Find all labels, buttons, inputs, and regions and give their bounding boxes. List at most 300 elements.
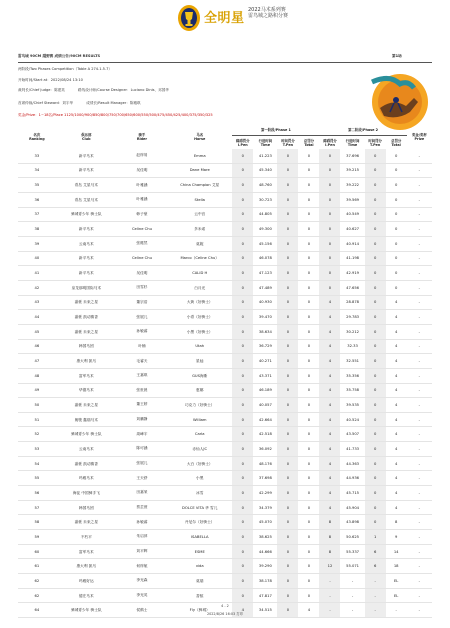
cell-p1-pen: 0 bbox=[232, 500, 253, 515]
cell-horse: 冰雪 bbox=[167, 486, 232, 501]
col-p1-time: 行进时间 Time bbox=[258, 138, 273, 147]
cell-club: 华德马术 bbox=[56, 383, 117, 398]
cell-horse: Dane Mare bbox=[167, 163, 232, 178]
cell-p2-tpen: 0 bbox=[365, 236, 386, 251]
cell-p1-pen: 0 bbox=[232, 339, 253, 354]
cell-horse: Fly（骑城） bbox=[167, 603, 232, 618]
table-row bbox=[18, 339, 432, 354]
cell-p2-total: 4 bbox=[386, 354, 407, 369]
cell-club: 韩国马团 bbox=[56, 339, 117, 354]
table-header-row bbox=[18, 124, 432, 136]
cell-rider: 蔡芷萱 bbox=[117, 500, 167, 515]
cell-p2-time: 41.198 bbox=[340, 251, 364, 266]
cell-p2-tpen: 0 bbox=[365, 280, 386, 295]
cell-rank: 42 bbox=[18, 280, 56, 295]
cell-horse: DOLCE VITA 华 雪儿 bbox=[167, 500, 232, 515]
cell-p1-tpen: 0 bbox=[277, 236, 298, 251]
cell-p2-time: 40.914 bbox=[340, 236, 364, 251]
cell-club: 青岛 艾星马术 bbox=[56, 178, 117, 193]
cell-horse: 小黑（好骑士） bbox=[167, 324, 232, 339]
cell-p1-total: 0 bbox=[298, 280, 319, 295]
cell-club: 骑城青少年 骑士队 bbox=[56, 427, 117, 442]
cell-rider: 叶雅涵 bbox=[117, 192, 167, 207]
cell-rank: 60 bbox=[18, 544, 56, 559]
cell-club: 嘉豪 未来之星 bbox=[56, 515, 117, 530]
cell-p2-time: - bbox=[340, 603, 364, 618]
cell-p1-pen: 0 bbox=[232, 427, 253, 442]
cell-rider: 朱启萍 bbox=[117, 530, 167, 545]
col-p1-total: 总罚分 Total bbox=[303, 138, 315, 147]
cell-p1-total: 0 bbox=[298, 192, 319, 207]
cell-rank: 47 bbox=[18, 354, 56, 369]
table-row bbox=[18, 207, 432, 222]
cell-rider: 张展儿 bbox=[117, 310, 167, 325]
cell-horse: 莫妮 bbox=[167, 236, 232, 251]
cell-p2-pen: 8 bbox=[319, 530, 340, 545]
cell-club: 玛雅马术 bbox=[56, 471, 117, 486]
cell-p2-time: 40.627 bbox=[340, 222, 364, 237]
cell-rider: 李光英 bbox=[117, 588, 167, 603]
cell-rider: 王嘉琪 bbox=[117, 368, 167, 383]
cell-club: 康大利 凯马 bbox=[56, 354, 117, 369]
cell-p2-pen: 4 bbox=[319, 412, 340, 427]
cell-club: 新平马术 bbox=[56, 222, 117, 237]
cell-p2-tpen: 0 bbox=[365, 442, 386, 457]
cell-p2-total: 4 bbox=[386, 368, 407, 383]
cell-club: 嘉豪 凯动赛香 bbox=[56, 456, 117, 471]
cell-p2-time: 44.936 bbox=[340, 471, 364, 486]
cell-p1-total: 0 bbox=[298, 295, 319, 310]
cell-p2-total: 4 bbox=[386, 486, 407, 501]
cell-p1-total: 0 bbox=[298, 324, 319, 339]
cell-horse: Marco（Celine Chu） bbox=[167, 251, 232, 266]
col-p2-tpen: 时间罚分 T.Pen bbox=[368, 138, 382, 147]
cell-rider: 侯鹤士 bbox=[117, 603, 167, 618]
cell-p1-time: 39.470 bbox=[253, 310, 277, 325]
cell-p2-time: 32.33 bbox=[340, 339, 364, 354]
cell-p2-tpen: 0 bbox=[365, 222, 386, 237]
cell-club: 海淀 中国骑手飞 bbox=[56, 486, 117, 501]
cell-p2-total: 0 bbox=[386, 163, 407, 178]
table-row bbox=[18, 149, 432, 163]
cell-p2-total: 0 bbox=[386, 266, 407, 281]
cell-rider: 赵梓易 bbox=[117, 149, 167, 163]
cell-p1-tpen: 0 bbox=[277, 544, 298, 559]
round-badge: 第1场 bbox=[392, 54, 402, 58]
cell-club: 骑城青少年 骑士队 bbox=[56, 207, 117, 222]
cell-p2-time: - bbox=[340, 574, 364, 589]
cell-p1-total: 0 bbox=[298, 178, 319, 193]
cell-prize: - bbox=[407, 236, 432, 251]
cell-rank: 53 bbox=[18, 442, 56, 457]
cell-p1-time: 45.070 bbox=[253, 515, 277, 530]
cell-p2-pen: 4 bbox=[319, 471, 340, 486]
cell-p2-total: - bbox=[386, 603, 407, 618]
cell-p1-time: 42.299 bbox=[253, 486, 277, 501]
cell-horse: 云中宫 bbox=[167, 207, 232, 222]
cell-p1-time: 41.223 bbox=[253, 149, 277, 163]
cell-p1-time: 30.723 bbox=[253, 192, 277, 207]
cell-p1-tpen: 0 bbox=[277, 603, 298, 618]
cell-p2-total: 4 bbox=[386, 471, 407, 486]
cell-horse: 巧克力（好骑士） bbox=[167, 398, 232, 413]
cell-horse: GUS海斯 bbox=[167, 368, 232, 383]
cell-p2-total: 4 bbox=[386, 442, 407, 457]
cell-p1-time: 39.290 bbox=[253, 559, 277, 574]
cell-p2-time: 29.783 bbox=[340, 310, 364, 325]
cell-p1-total: 0 bbox=[298, 368, 319, 383]
cell-p1-time: 34.379 bbox=[253, 500, 277, 515]
cell-prize: - bbox=[407, 251, 432, 266]
cell-horse: Carla bbox=[167, 427, 232, 442]
cell-club: 云南马术 bbox=[56, 236, 117, 251]
event-logo bbox=[176, 3, 289, 35]
cell-horse: 星灿 bbox=[167, 354, 232, 369]
cell-p1-total: 0 bbox=[298, 339, 319, 354]
cell-club: 富军马术 bbox=[56, 544, 117, 559]
cell-club: 嘉豪 未来之星 bbox=[56, 398, 117, 413]
cell-horse: 大白（好骑士） bbox=[167, 456, 232, 471]
cell-p2-pen: 4 bbox=[319, 383, 340, 398]
cell-p1-pen: 0 bbox=[232, 163, 253, 178]
cell-rank: 35 bbox=[18, 178, 56, 193]
table-row bbox=[18, 588, 432, 603]
cell-p2-total: 4 bbox=[386, 456, 407, 471]
cell-p2-total: 8 bbox=[386, 515, 407, 530]
cell-p2-tpen: 0 bbox=[365, 515, 386, 530]
cell-rank: 57 bbox=[18, 500, 56, 515]
cell-p2-tpen: 0 bbox=[365, 354, 386, 369]
cell-p1-tpen: 0 bbox=[277, 163, 298, 178]
cell-p2-total: 4 bbox=[386, 295, 407, 310]
cell-p2-total: 4 bbox=[386, 339, 407, 354]
cell-p2-time: 43.898 bbox=[340, 515, 364, 530]
cell-prize: - bbox=[407, 192, 432, 207]
cell-p1-total: 0 bbox=[298, 207, 319, 222]
cell-p1-tpen: 0 bbox=[277, 559, 298, 574]
cell-prize: - bbox=[407, 515, 432, 530]
cell-p1-pen: 0 bbox=[232, 222, 253, 237]
cell-p1-tpen: 0 bbox=[277, 515, 298, 530]
cell-p2-tpen: 0 bbox=[365, 471, 386, 486]
cell-rank: 55 bbox=[18, 471, 56, 486]
result-manager: 成绩长/Result Manager：陈雅琪 bbox=[86, 101, 141, 105]
cell-horse: ESME bbox=[167, 544, 232, 559]
cell-p2-time: 44.363 bbox=[340, 456, 364, 471]
cell-p2-time: 50.625 bbox=[340, 530, 364, 545]
cell-p1-pen: 4 bbox=[232, 603, 253, 618]
cell-club: 青岛 艾星马术 bbox=[56, 192, 117, 207]
cell-rank: 37 bbox=[18, 207, 56, 222]
cell-p2-total: 9 bbox=[386, 530, 407, 545]
print-date: 2022/8/26 16:03 打印 bbox=[206, 612, 244, 616]
cell-p2-tpen: 0 bbox=[365, 192, 386, 207]
cell-rank: 43 bbox=[18, 295, 56, 310]
cell-p2-total: 0 bbox=[386, 236, 407, 251]
col-phase1: 第一阶段/Phase 1 bbox=[232, 124, 319, 136]
cell-p1-total: 0 bbox=[298, 354, 319, 369]
cell-p2-time: 39.569 bbox=[340, 192, 364, 207]
cell-p2-tpen: 0 bbox=[365, 310, 386, 325]
cell-p2-pen: 4 bbox=[319, 427, 340, 442]
cell-prize: - bbox=[407, 530, 432, 545]
cell-p1-time: 47.123 bbox=[253, 266, 277, 281]
cell-horse: 惠娜 bbox=[167, 383, 232, 398]
cell-prize: - bbox=[407, 280, 432, 295]
cell-prize: - bbox=[407, 163, 432, 178]
cell-prize: - bbox=[407, 412, 432, 427]
cell-p2-tpen: - bbox=[365, 574, 386, 589]
cell-horse: 小黑 bbox=[167, 471, 232, 486]
cell-p2-time: 39.215 bbox=[340, 163, 364, 178]
cell-rider: 孙敏睿 bbox=[117, 515, 167, 530]
cell-rank: 59 bbox=[18, 530, 56, 545]
cell-club: 嘉豪 未来之星 bbox=[56, 324, 117, 339]
cell-horse: Emma bbox=[167, 149, 232, 163]
cell-p1-tpen: 0 bbox=[277, 280, 298, 295]
cell-p1-total: 0 bbox=[298, 442, 319, 457]
cell-p1-total: 0 bbox=[298, 574, 319, 589]
table-row bbox=[18, 559, 432, 574]
cell-p1-pen: 0 bbox=[232, 530, 253, 545]
cell-p2-pen: 0 bbox=[319, 236, 340, 251]
cell-rider: 吴佳明 bbox=[117, 163, 167, 178]
cell-p1-pen: 0 bbox=[232, 544, 253, 559]
cell-rider: 刘鹏静 bbox=[117, 412, 167, 427]
cell-p1-time: 47.489 bbox=[253, 280, 277, 295]
cell-rank: 38 bbox=[18, 222, 56, 237]
cell-p2-pen: - bbox=[319, 588, 340, 603]
cell-p1-pen: 0 bbox=[232, 295, 253, 310]
cell-horse: 大黄（好骑士） bbox=[167, 295, 232, 310]
cell-rank: 51 bbox=[18, 412, 56, 427]
cell-p1-tpen: 0 bbox=[277, 574, 298, 589]
cell-rank: 52 bbox=[18, 427, 56, 442]
logo-subtitle: 2022马术系列赛 雷鸟城之路积分赛 bbox=[248, 7, 289, 19]
cell-p2-pen: 4 bbox=[319, 398, 340, 413]
cell-p1-time: 47.817 bbox=[253, 588, 277, 603]
cell-p2-tpen: 0 bbox=[365, 412, 386, 427]
cell-prize: - bbox=[407, 500, 432, 515]
table-row bbox=[18, 192, 432, 207]
competition-format: 两阶段/Two Phases Competition（Table A 274.1.5.7） bbox=[18, 67, 112, 71]
cell-p1-pen: 0 bbox=[232, 368, 253, 383]
cell-p1-total: 4 bbox=[298, 603, 319, 618]
cell-p1-tpen: 0 bbox=[277, 354, 298, 369]
cell-p2-pen: 4 bbox=[319, 500, 340, 515]
cell-rank: 62 bbox=[18, 574, 56, 589]
cell-p2-time: 40.549 bbox=[340, 207, 364, 222]
cell-p1-tpen: 0 bbox=[277, 383, 298, 398]
cell-horse: Utah bbox=[167, 339, 232, 354]
cell-rank: 50 bbox=[18, 398, 56, 413]
cell-p1-tpen: 0 bbox=[277, 324, 298, 339]
cell-prize: - bbox=[407, 207, 432, 222]
cell-p1-pen: 0 bbox=[232, 398, 253, 413]
cell-p2-time: 40.524 bbox=[340, 412, 364, 427]
cell-p1-total: 0 bbox=[298, 222, 319, 237]
col-p2-time: 行进时间 Time bbox=[345, 138, 360, 147]
page-number: 4 - 2 bbox=[221, 604, 229, 608]
cell-p1-total: 0 bbox=[298, 486, 319, 501]
cell-p2-pen: 4 bbox=[319, 486, 340, 501]
cell-p2-total: 18 bbox=[386, 559, 407, 574]
cell-p2-time: 39.535 bbox=[340, 398, 364, 413]
cell-club: 新平马术 bbox=[56, 266, 117, 281]
cell-horse: 赤仙人JC bbox=[167, 442, 232, 457]
cell-p1-time: 46.078 bbox=[253, 251, 277, 266]
cell-p2-time: 55.071 bbox=[340, 559, 364, 574]
cell-p1-total: 0 bbox=[298, 500, 319, 515]
cell-prize: - bbox=[407, 588, 432, 603]
cell-p1-total: 0 bbox=[298, 530, 319, 545]
cell-p2-tpen: - bbox=[365, 603, 386, 618]
cell-p2-pen: 0 bbox=[319, 251, 340, 266]
results-table bbox=[18, 124, 432, 618]
table-row bbox=[18, 295, 432, 310]
cell-club: 富军马术 bbox=[56, 368, 117, 383]
cell-p2-pen: 4 bbox=[319, 456, 340, 471]
cell-p2-pen: - bbox=[319, 603, 340, 618]
cell-p2-pen: 4 bbox=[319, 368, 340, 383]
cell-p1-tpen: 0 bbox=[277, 427, 298, 442]
col-rider: 骑手 Rider bbox=[136, 132, 148, 141]
cell-p2-tpen: 6 bbox=[365, 544, 386, 559]
cell-p1-tpen: 0 bbox=[277, 486, 298, 501]
cell-p2-pen: 12 bbox=[319, 559, 340, 574]
cell-club: 新平马术 bbox=[56, 163, 117, 178]
cell-p2-pen: 4 bbox=[319, 339, 340, 354]
cell-horse: CALID H bbox=[167, 266, 232, 281]
cell-p2-tpen: - bbox=[365, 588, 386, 603]
cell-p1-time: 38.178 bbox=[253, 574, 277, 589]
col-ranking: 名次 Ranking bbox=[29, 132, 45, 141]
cell-p1-time: 44.805 bbox=[253, 207, 277, 222]
cell-rank: 39 bbox=[18, 236, 56, 251]
col-phase2: 第二阶段/Phase 2 bbox=[319, 124, 406, 136]
cell-p2-pen: 4 bbox=[319, 295, 340, 310]
cell-p1-tpen: 0 bbox=[277, 442, 298, 457]
cell-p1-tpen: 0 bbox=[277, 295, 298, 310]
course-designer: 路线设计师/Course Designer：Luciano Dinis、邓国华 bbox=[78, 88, 169, 92]
cell-p1-time: 49.300 bbox=[253, 222, 277, 237]
cell-p1-total: 0 bbox=[298, 266, 319, 281]
cell-p1-total: 0 bbox=[298, 412, 319, 427]
cell-p1-time: 40.930 bbox=[253, 295, 277, 310]
cell-p1-tpen: 0 bbox=[277, 207, 298, 222]
cell-club: 嘉豪 未来之星 bbox=[56, 295, 117, 310]
cell-p1-tpen: 0 bbox=[277, 500, 298, 515]
cell-prize: - bbox=[407, 149, 432, 163]
cell-rider: Celine Chu bbox=[117, 251, 167, 266]
cell-p2-tpen: 0 bbox=[365, 295, 386, 310]
cell-p1-tpen: 0 bbox=[277, 339, 298, 354]
col-p2-total: 总罚分 Total bbox=[391, 138, 402, 147]
cell-prize: - bbox=[407, 427, 432, 442]
cell-horse: 多米诺 bbox=[167, 222, 232, 237]
cell-p1-time: 38.625 bbox=[253, 530, 277, 545]
table-row bbox=[18, 324, 432, 339]
col-p2-pen: 障碍罚分 I.Pen bbox=[323, 138, 337, 147]
cell-p2-pen: 0 bbox=[319, 149, 340, 163]
cell-p1-total: 0 bbox=[298, 398, 319, 413]
col-p1-tpen: 时间罚分 T.Pen bbox=[281, 138, 295, 147]
cell-rank: 61 bbox=[18, 559, 56, 574]
cell-horse: ISABELLA bbox=[167, 530, 232, 545]
cell-rider: 张懿然 bbox=[117, 236, 167, 251]
cell-rider: 叶雅涵 bbox=[117, 178, 167, 193]
cell-p1-time: 36.092 bbox=[253, 442, 277, 457]
cell-p1-tpen: 0 bbox=[277, 471, 298, 486]
cell-prize: - bbox=[407, 324, 432, 339]
cell-rank: 33 bbox=[18, 149, 56, 163]
cell-p2-total: 4 bbox=[386, 500, 407, 515]
table-row bbox=[18, 354, 432, 369]
cell-p2-time: 35.758 bbox=[340, 383, 364, 398]
table-row bbox=[18, 471, 432, 486]
cell-p2-time: 42.919 bbox=[340, 266, 364, 281]
table-row bbox=[18, 251, 432, 266]
cell-p1-tpen: 0 bbox=[277, 368, 298, 383]
cell-p2-pen: 8 bbox=[319, 515, 340, 530]
table-row bbox=[18, 574, 432, 589]
cell-prize: - bbox=[407, 368, 432, 383]
cell-p1-pen: 0 bbox=[232, 207, 253, 222]
cell-p2-time: 45.904 bbox=[340, 500, 364, 515]
table-row bbox=[18, 266, 432, 281]
prize-money: 奖金/Prize：1~18名/Place 1125/1000/900/850/800/750/700/650/600/550/500/475/450/425/400/375/350/325 bbox=[18, 113, 213, 117]
cell-p1-pen: 0 bbox=[232, 471, 253, 486]
cell-p2-total: 0 bbox=[386, 192, 407, 207]
cell-rider: 董王婷 bbox=[117, 398, 167, 413]
cell-p1-tpen: 0 bbox=[277, 192, 298, 207]
cell-p2-tpen: 0 bbox=[365, 339, 386, 354]
cell-p2-tpen: 0 bbox=[365, 207, 386, 222]
cell-rank: 64 bbox=[18, 603, 56, 618]
cell-p1-tpen: 0 bbox=[277, 266, 298, 281]
cell-p2-time: 39.222 bbox=[340, 178, 364, 193]
cell-p2-time: 43.507 bbox=[340, 427, 364, 442]
cell-p1-pen: 0 bbox=[232, 178, 253, 193]
cell-p2-pen: 4 bbox=[319, 310, 340, 325]
cell-p1-tpen: 0 bbox=[277, 310, 298, 325]
cell-p1-total: 0 bbox=[298, 236, 319, 251]
cell-prize: - bbox=[407, 310, 432, 325]
cell-p2-total: 0 bbox=[386, 207, 407, 222]
cell-p2-tpen: 0 bbox=[365, 368, 386, 383]
cell-rider: 周峰宇 bbox=[117, 427, 167, 442]
cell-p2-total: 4 bbox=[386, 310, 407, 325]
cell-p2-time: 32.551 bbox=[340, 354, 364, 369]
cell-p2-pen: - bbox=[319, 574, 340, 589]
cell-p1-pen: 0 bbox=[232, 251, 253, 266]
results-body bbox=[18, 149, 432, 618]
cell-p2-total: 4 bbox=[386, 398, 407, 413]
cell-p2-total: 4 bbox=[386, 383, 407, 398]
cell-p2-total: 4 bbox=[386, 427, 407, 442]
table-row bbox=[18, 368, 432, 383]
col-prize: 奖金/奖杯 Prize bbox=[411, 132, 427, 141]
cell-rider: 韩子豪 bbox=[117, 207, 167, 222]
cell-p1-pen: 0 bbox=[232, 266, 253, 281]
cell-p1-pen: 0 bbox=[232, 324, 253, 339]
cell-rider: 董宗浩 bbox=[117, 295, 167, 310]
cell-p1-pen: 0 bbox=[232, 559, 253, 574]
table-row bbox=[18, 222, 432, 237]
cell-prize: - bbox=[407, 486, 432, 501]
cell-p2-time: 35.356 bbox=[340, 368, 364, 383]
cell-club: 朗骏 鑫瑞马术 bbox=[56, 412, 117, 427]
